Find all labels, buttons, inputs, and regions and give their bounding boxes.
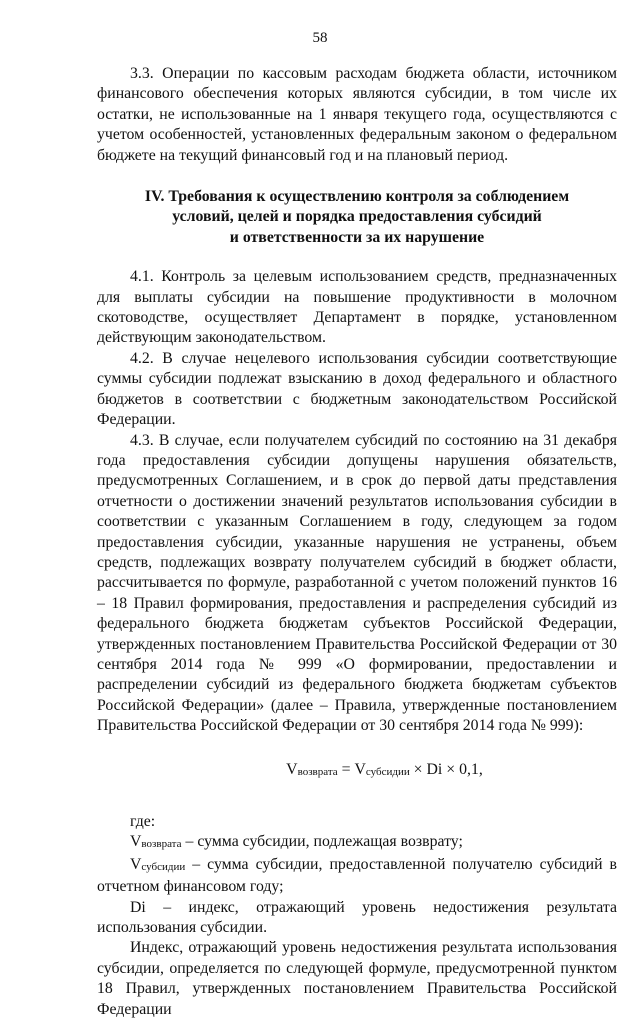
paragraph-4-2: 4.2. В случае нецелевого использования субсидии соответствующие суммы субсидии подлежат взысканию в доход федерального и областного бюджетов в соответствии с бюджетным законодательством Российской Федерации.: [97, 349, 617, 429]
definition-di: Di – индекс, отражающий уровень недостижения результата использования субсидии.: [97, 898, 617, 937]
document-body: [97, 64, 617, 1020]
formula: Vвозврата = Vсубсидии × Di × 0,1,: [286, 760, 483, 778]
section-heading: [97, 187, 617, 248]
page-number: 58: [312, 30, 328, 46]
section-heading-line-1: IV. Требования к осуществлению контроля за соблюдением: [144, 188, 570, 206]
paragraph-4-3: 4.3. В случае, если получателем субсидий по состоянию на 31 декабря года предоставления субсидии допущены нарушения обязательств, предусмотренных Соглашением, и в срок до первой даты представления отчетности о достижении значений результатов использования субсидии в соответствии с указанным Соглашением в году, следующем за годом предоставления субсидии, указанные нарушения не устранены, объем средств, подлежащих возврату получателем субсидий в бюджет области, рассчитывается по формуле, разработанной с учетом положений пунктов 16 – 18 Правил формирования, предоставления и распределения субсидий из федерального бюджета бюджетам субъектов Российской Федерации, утвержденных постановлением Правительства Российской Федерации от 30 сентября 2014 года № 999 «О формировании, предоставлении и распределении субсидий из федерального бюджета бюджетам субъектов Российской Федерации» (далее – Правила, утвержденные постановлением Правительства Российской Федерации от 30 сентября 2014 года № 999):: [97, 431, 617, 735]
section-heading-line-2: условий, целей и порядка предоставления субсидий: [172, 208, 542, 226]
section-heading-line-3: и ответственности за их нарушение: [229, 228, 485, 246]
paragraph-3-3: 3.3. Операции по кассовым расходам бюджета области, источником финансового обеспечения которых являются субсидии, в том числе их остатки, не использованные на 1 января текущего года, осуществляются с учетом особенностей, установленных федеральным законом о федеральном бюджете на текущий финансовый год и на плановый период.: [97, 65, 617, 164]
where-label: где:: [130, 813, 156, 830]
paragraph-4-1: 4.1. Контроль за целевым использованием средств, предназначенных для выплаты субсидии на повышение продуктивности в молочном скотоводстве, осуществляет Департамент в порядке, установленном действующим законодательством.: [97, 268, 617, 347]
definition-v-return: Vвозврата – сумма субсидии, подлежащая возврату;: [130, 833, 463, 851]
paragraph-index: Индекс, отражающий уровень недостижения результата использования субсидии, определяется по следующей формуле, предусмотренной пунктом 18 Правил, утвержденных постановлением Правительства Российской Федерации: [97, 939, 617, 1018]
definition-v-subsidy: Vсубсидии – сумма субсидии, предоставленной получателю субсидий в отчетном финансовом году;: [97, 855, 617, 896]
